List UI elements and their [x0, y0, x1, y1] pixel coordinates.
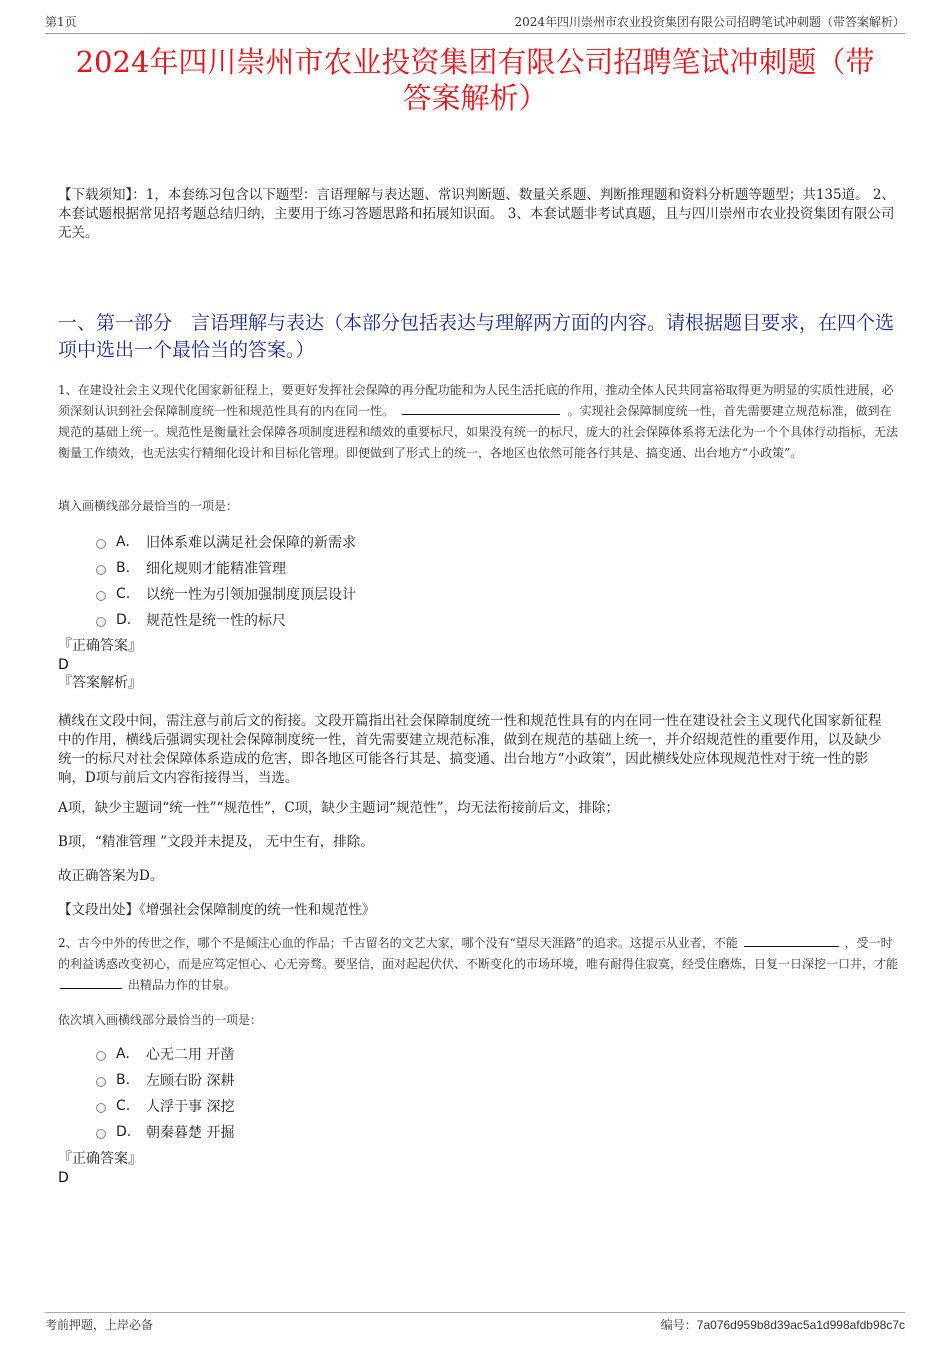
section-heading: 一、第一部分 言语理解与表达（本部分包括表达与理解两方面的内容。请根据题目要求，在四个选项中选出一个最恰当的答案。） — [58, 312, 895, 361]
download-notice: 【下载须知】：1，本套练习包含以下题型：言语理解与表达题、常识判断题、数量关系题、判断推理题和资料分析题等题型；共135道。 2、本套试题根据常见招考题总结归纳，主要用于练习答题思路和拓展知识面。 3、本套试题非考试真题，且与四川崇州市农业投资集团有限公司无关。 — [58, 187, 895, 241]
option-c[interactable]: C. 以统一性为引领加强制度顶层设计 — [96, 581, 356, 607]
radio-button[interactable] — [96, 1103, 106, 1113]
radio-button[interactable] — [96, 1077, 106, 1087]
question-prompt: 填入画横线部分最恰当的一项是： — [58, 499, 239, 513]
radio-button[interactable] — [96, 1051, 106, 1061]
fill-blank — [402, 401, 560, 415]
source-citation: 【文段出处】《增强社会保障制度的统一性和规范性》 — [58, 902, 376, 918]
analysis-paragraph-1: 横线在文段中间，需注意与前后文的衔接。文段开篇指出社会保障制度统一性和规范性具有的内在同一性在建设社会主义现代化国家新征程中的作用，横线后强调实现社会保障制度统一性，首先需要建立规范标准，做到在规范的基础上统一，并介绍规范性的重要作用，以及缺少统一的标尺对社会保障体系造成的危害，即各地区可能各行其是、搞变通、出台地方“小政策”，因此横线处应体现规范性对于统一性的影响，D项与前后文内容衔接得当，当选。 — [58, 713, 882, 786]
correct-answer-label: 『正确答案』 — [58, 638, 142, 654]
analysis-label: 『答案解析』 — [58, 675, 142, 691]
answer-block — [58, 637, 142, 693]
analysis-paragraph-4: 故正确答案为D。 — [58, 868, 164, 884]
page-footer — [45, 1312, 905, 1333]
analysis-paragraph-3: B项，“精准管理 ”文段并未提及， 无中生有，排除。 — [58, 834, 374, 850]
correct-answer: D — [58, 657, 69, 673]
question-stem: 2、古今中外的传世之作，哪个不是倾注心血的作品；千古留名的文艺大家，哪个没有“望尽天涯路”的追求。这提示从业者，不能 ，受一时的利益诱惑改变初心，而是应笃定恒心、心无旁骛。要坚信，面对起起伏伏、不断变化的市场环境，唯有耐得住寂寞，经受住磨炼，日复一日深挖一口井，才能 出精品力作的甘泉。 — [58, 933, 898, 996]
option-d[interactable]: D. 朝秦暮楚 开掘 — [96, 1119, 234, 1145]
radio-button[interactable] — [96, 591, 106, 601]
option-a[interactable]: A. 心无二用 开凿 — [96, 1041, 234, 1067]
correct-answer: D — [58, 1170, 69, 1186]
fill-blank — [744, 933, 839, 947]
question-2 — [58, 933, 898, 996]
page-header — [45, 14, 905, 34]
question-prompt: 依次填入画横线部分最恰当的一项是： — [58, 1013, 263, 1027]
page-number: 第1页 — [45, 15, 77, 29]
title-line-1: 2024年四川崇州市农业投资集团有限公司招聘笔试冲刺题（带 — [75, 45, 875, 79]
footer-slogan: 考前押题，上岸必备 — [45, 1318, 154, 1332]
option-d[interactable]: D. 规范性是统一性的标尺 — [96, 607, 356, 633]
document-title — [45, 44, 905, 116]
document-serial: 编号：7a076d959b8d39ac5a1d998afdb98c7c — [660, 1318, 905, 1332]
option-b[interactable]: B. 细化规则才能精准管理 — [96, 555, 356, 581]
radio-button[interactable] — [96, 617, 106, 627]
options-list — [96, 1041, 234, 1145]
fill-blank — [60, 975, 122, 989]
question-1 — [58, 380, 898, 464]
radio-button[interactable] — [96, 565, 106, 575]
radio-button[interactable] — [96, 539, 106, 549]
answer-block — [58, 1150, 142, 1187]
running-title: 2024年四川崇州市农业投资集团有限公司招聘笔试冲刺题（带答案解析） — [514, 15, 905, 29]
title-line-2: 答案解析） — [402, 81, 548, 115]
correct-answer-label: 『正确答案』 — [58, 1151, 142, 1167]
option-c[interactable]: C. 人浮于事 深挖 — [96, 1093, 234, 1119]
analysis-paragraph-2: A项，缺少主题词“统一性”“规范性”，C项，缺少主题词“规范性”，均无法衔接前后文，排除； — [58, 800, 619, 816]
options-list — [96, 529, 356, 633]
radio-button[interactable] — [96, 1129, 106, 1139]
option-a[interactable]: A. 旧体系难以满足社会保障的新需求 — [96, 529, 356, 555]
question-stem: 1、在建设社会主义现代化国家新征程上，要更好发挥社会保障的再分配功能和为人民生活托底的作用，推动全体人民共同富裕取得更为明显的实质性进展，必须深刻认识到社会保障制度统一性和规范性具有的内在同一性。 。实现社会保障制度统一性，首先需要建立规范标准，做到在规范的基础上统一。规范性是衡量社会保障各项制度进程和绩效的重要标尺，如果没有统一的标尺，庞大的社会保障体系将无法化为一个个具体行动指标，无法衡量工作绩效，也无法实行精细化设计和目标化管理。即便做到了形式上的统一，各地区也依然可能各行其是、搞变通、出台地方“小政策”。 — [58, 383, 899, 460]
option-b[interactable]: B. 左顾右盼 深耕 — [96, 1067, 234, 1093]
